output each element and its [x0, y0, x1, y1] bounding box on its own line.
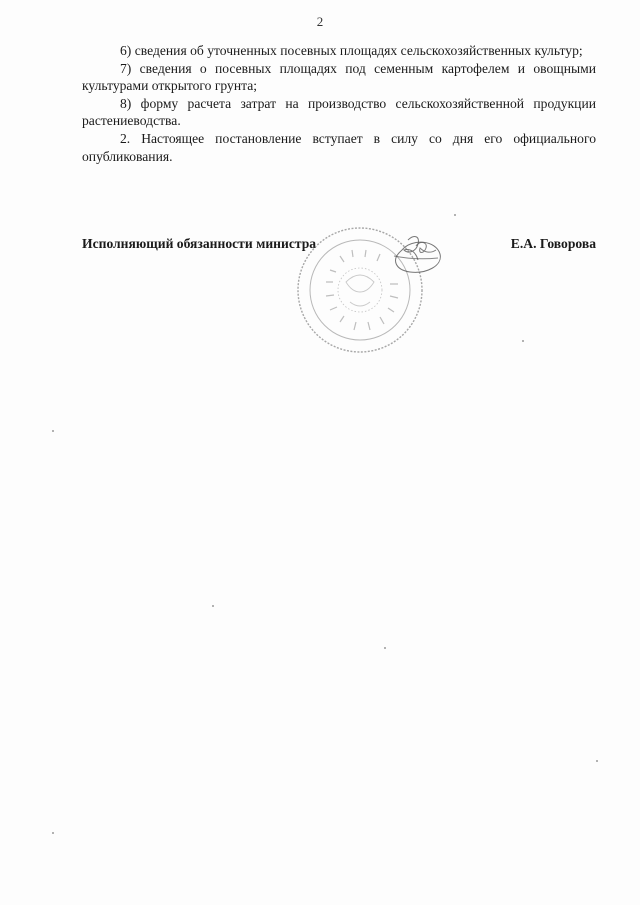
signatory-role: Исполняющий обязанности министра	[82, 236, 317, 251]
clause-2: 2. Настоящее постановление вступает в силу со дня его официального опубликования.	[82, 130, 596, 164]
list-item-7: 7) сведения о посевных площадях под семенным картофелем и овощными культурами открытого грунта;	[82, 60, 596, 94]
list-item-6: 6) сведения об уточненных посевных площадях сельскохозяйственных культур;	[120, 43, 583, 58]
scan-speck	[454, 214, 456, 216]
scan-speck	[52, 832, 54, 834]
signatory-name: Е.А. Говорова	[510, 236, 596, 251]
signature-block	[82, 236, 596, 256]
page-number: 2	[316, 14, 324, 29]
scan-speck	[52, 430, 54, 432]
scan-speck	[384, 647, 386, 649]
scan-speck	[212, 605, 214, 607]
document-body	[82, 42, 596, 165]
official-seal-stamp	[290, 210, 450, 358]
list-item-8: 8) форму расчета затрат на производство сельскохозяйственной продукции растениеводства.	[82, 95, 596, 129]
scan-speck	[522, 340, 524, 342]
scan-speck	[596, 760, 598, 762]
